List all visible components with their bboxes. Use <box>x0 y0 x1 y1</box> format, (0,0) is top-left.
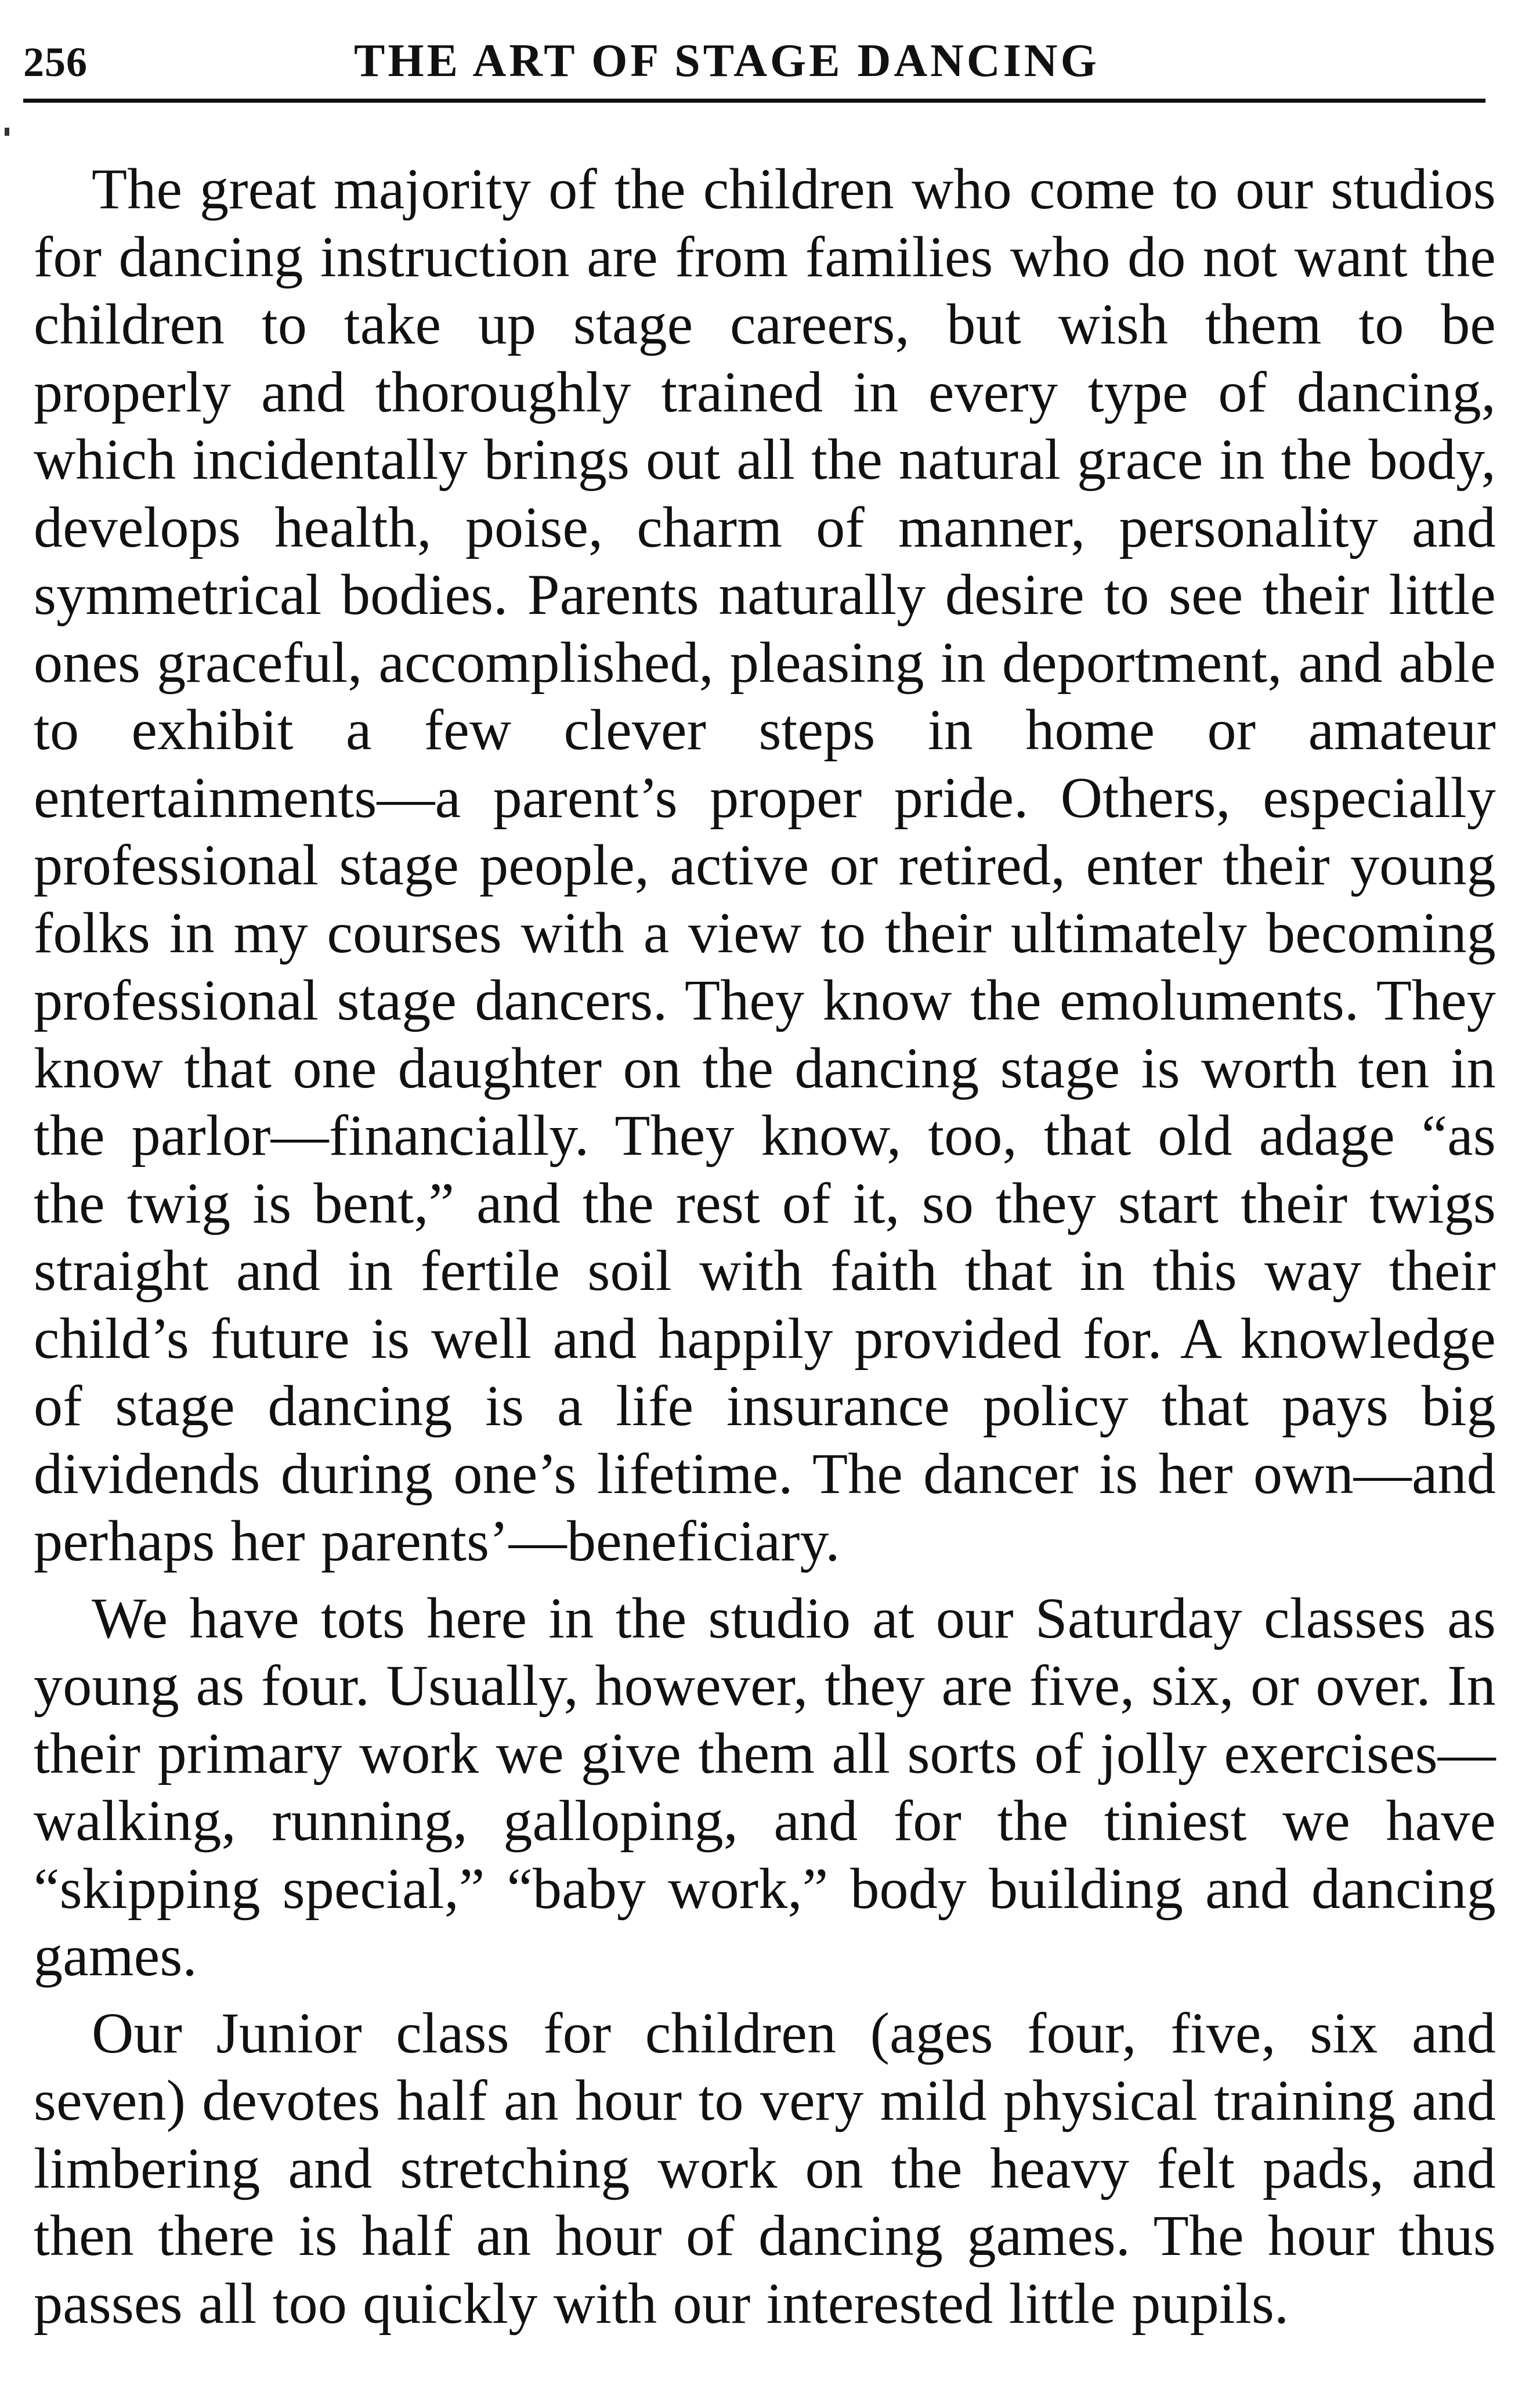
book-title: THE ART OF STAGE DANCING <box>354 35 1100 86</box>
body-text <box>34 156 1496 2347</box>
paragraph-3: Our Junior class for children (ages four, five, six and seven) devotes half an hour to very mild physical training and limbering and stretching work on the heavy felt pads, and then there is half an hour of dancing games. The hour thus passes all too quickly with our interested little pupils. <box>34 2000 1496 2336</box>
print-speck <box>5 128 9 136</box>
paragraph-1: The great majority of the children who come to our studios for dancing instruction are from families who do not want the children to take up stage careers, but wish them to be properly and thoroughly trained in every type of dancing, which incidentally brings out all the natural grace in the body, develops health, poise, charm of manner, personality and symmetrical bodies. Parents naturally desire to see their little ones graceful, accomplished, pleasing in deportment, and able to exhibit a few clever steps in home or amateur entertainments—a parent’s proper pride. Others, especially professional stage people, active or retired, enter their young folks in my courses with a view to their ultimately becoming professional stage dancers. They know the emoluments. They know that one daughter on the dancing stage is worth ten in the parlor—financially. They know, too, that old adage “as the twig is bent,” and the rest of it, so they start their twigs straight and in fertile soil with faith that in this way their child’s future is well and happily provided for. A knowledge of stage dancing is a life insurance policy that pays big dividends during one’s lifetime. The dancer is her own—and perhaps her parents’—beneficiary. <box>34 157 1496 1573</box>
paragraph-2: We have tots here in the studio at our Saturday classes as young as four. Usually, however, they are five, six, or over. In their primary work we give them all sorts of jolly exercises—walking, running, galloping, and for the tiniest we have “skipping special,” “baby work,” body building and dancing games. <box>34 1585 1496 1988</box>
running-head <box>23 35 1485 103</box>
page-number: 256 <box>23 39 88 85</box>
